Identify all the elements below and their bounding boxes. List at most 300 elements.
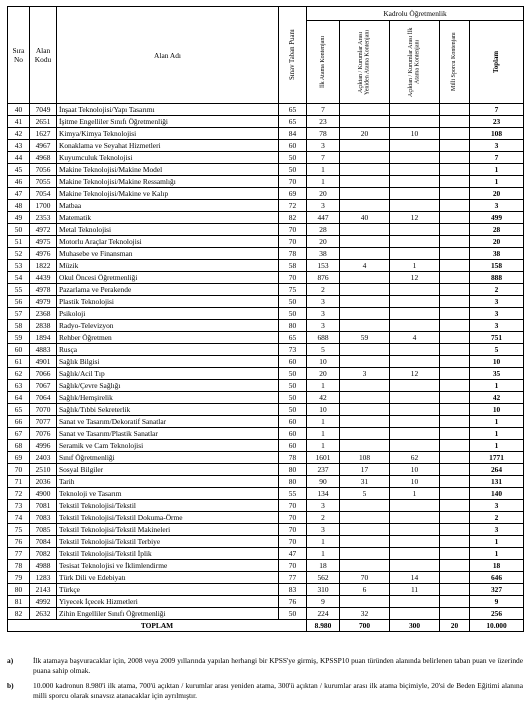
cell-milli-sporcu [440,104,470,116]
cell-milli-sporcu [440,188,470,200]
cell-ilk-atama: 2 [307,512,340,524]
table-row [8,428,524,440]
cell-taban-puan: 70 [279,224,307,236]
cell-aciktan [340,536,390,548]
cell-ilk-atama: 1 [307,380,340,392]
table-row [8,320,524,332]
cell-ilk-atama: 3 [307,320,340,332]
cell-toplam: 35 [470,368,524,380]
cell-sira-no: 65 [8,404,30,416]
cell-ilk-atama: 1 [307,536,340,548]
cell-milli-sporcu [440,440,470,452]
cell-ilk-atama: 78 [307,128,340,140]
cell-aciktan [340,524,390,536]
cell-taban-puan: 72 [279,200,307,212]
cell-aciktan [340,344,390,356]
cell-sira-no: 57 [8,308,30,320]
table-row [8,608,524,620]
cell-aciktan-ilk [390,608,440,620]
cell-sira-no: 62 [8,368,30,380]
cell-alan-kodu: 1283 [30,572,57,584]
cell-sira-no: 41 [8,116,30,128]
cell-alan-kodu: 4883 [30,344,57,356]
cell-alan-kodu: 2632 [30,608,57,620]
cell-taban-puan: 70 [279,560,307,572]
cell-toplam: 1 [470,176,524,188]
cell-alan-kodu: 4972 [30,224,57,236]
cell-toplam: 3 [470,140,524,152]
cell-ilk-atama: 1 [307,416,340,428]
cell-alan-adi: Sosyal Bilgiler [57,464,279,476]
cell-milli-sporcu [440,308,470,320]
cell-milli-sporcu [440,572,470,584]
cell-taban-puan: 82 [279,212,307,224]
cell-taban-puan: 50 [279,164,307,176]
cell-alan-adi: Plastik Teknolojisi [57,296,279,308]
cell-sira-no: 52 [8,248,30,260]
cell-ilk-atama: 1 [307,176,340,188]
cell-alan-adi: Sınıf Öğretmenliği [57,452,279,464]
table-row [8,584,524,596]
cell-aciktan [340,596,390,608]
cell-alan-adi: Sanat ve Tasarım/Plastik Sanatlar [57,428,279,440]
cell-milli-sporcu [440,200,470,212]
cell-milli-sporcu [440,176,470,188]
cell-ilk-atama: 23 [307,116,340,128]
cell-aciktan-ilk [390,224,440,236]
total-aciktan: 700 [340,620,390,632]
cell-toplam: 2 [470,284,524,296]
header-ilk-atama: İlk Atama Kontenjanı [307,21,340,104]
cell-taban-puan: 50 [279,296,307,308]
cell-alan-kodu: 7076 [30,428,57,440]
cell-taban-puan: 50 [279,608,307,620]
cell-ilk-atama: 20 [307,188,340,200]
cell-toplam: 888 [470,272,524,284]
cell-aciktan [340,548,390,560]
cell-sira-no: 58 [8,320,30,332]
cell-taban-puan: 69 [279,188,307,200]
cell-aciktan [340,512,390,524]
cell-sira-no: 61 [8,356,30,368]
cell-aciktan-ilk [390,500,440,512]
cell-taban-puan: 60 [279,428,307,440]
table-row [8,272,524,284]
table-row [8,476,524,488]
cell-milli-sporcu [440,548,470,560]
cell-alan-adi: Teknoloji ve Tasarım [57,488,279,500]
table-row [8,116,524,128]
table-row [8,332,524,344]
cell-sira-no: 50 [8,224,30,236]
footnotes [7,656,523,706]
header-aciktan-yeniden: Açıktan / Kurumlar Arası Yeniden Atama Kontenjanı [340,21,390,104]
cell-aciktan: 6 [340,584,390,596]
cell-milli-sporcu [440,428,470,440]
table-row [8,152,524,164]
cell-sira-no: 66 [8,416,30,428]
cell-aciktan [340,416,390,428]
cell-sira-no: 73 [8,500,30,512]
cell-ilk-atama: 3 [307,200,340,212]
cell-sira-no: 60 [8,344,30,356]
cell-alan-kodu: 4976 [30,248,57,260]
cell-toplam: 1771 [470,452,524,464]
cell-aciktan [340,428,390,440]
cell-sira-no: 77 [8,548,30,560]
cell-aciktan [340,356,390,368]
cell-aciktan [340,236,390,248]
cell-aciktan: 70 [340,572,390,584]
cell-alan-kodu: 2838 [30,320,57,332]
table-row [8,176,524,188]
cell-alan-adi: Tekstil Teknolojisi/Tekstil [57,500,279,512]
cell-aciktan [340,320,390,332]
cell-taban-puan: 70 [279,524,307,536]
cell-aciktan [340,560,390,572]
cell-toplam: 256 [470,608,524,620]
cell-alan-adi: Türkçe [57,584,279,596]
table-row [8,500,524,512]
cell-alan-adi: Türk Dili ve Edebiyatı [57,572,279,584]
cell-ilk-atama: 876 [307,272,340,284]
cell-milli-sporcu [440,560,470,572]
cell-aciktan-ilk: 12 [390,368,440,380]
cell-alan-kodu: 4996 [30,440,57,452]
cell-aciktan-ilk [390,404,440,416]
cell-aciktan: 40 [340,212,390,224]
cell-ilk-atama: 1 [307,440,340,452]
cell-sira-no: 49 [8,212,30,224]
table-row [8,248,524,260]
cell-toplam: 28 [470,224,524,236]
cell-taban-puan: 50 [279,404,307,416]
cell-milli-sporcu [440,488,470,500]
cell-taban-puan: 50 [279,152,307,164]
table-row [8,440,524,452]
cell-aciktan [340,188,390,200]
cell-ilk-atama: 38 [307,248,340,260]
cell-aciktan [340,176,390,188]
header-milli-sporcu: Milli Sporcu Kontenjanı [440,21,470,104]
cell-aciktan-ilk [390,188,440,200]
cell-aciktan-ilk [390,548,440,560]
cell-sira-no: 53 [8,260,30,272]
cell-aciktan-ilk [390,308,440,320]
table-row [8,560,524,572]
table-row [8,572,524,584]
cell-taban-puan: 78 [279,452,307,464]
footnote-marker: a) [7,656,14,665]
table-row [8,236,524,248]
cell-alan-adi: Tekstil Teknolojisi/Tekstil İplik [57,548,279,560]
cell-alan-kodu: 7067 [30,380,57,392]
cell-alan-kodu: 2368 [30,308,57,320]
cell-alan-adi: Tekstil Teknolojisi/Tekstil Terbiye [57,536,279,548]
cell-alan-adi: Konaklama ve Seyahat Hizmetleri [57,140,279,152]
cell-alan-adi: Matematik [57,212,279,224]
cell-taban-puan: 47 [279,548,307,560]
cell-taban-puan: 65 [279,332,307,344]
cell-taban-puan: 60 [279,140,307,152]
cell-aciktan-ilk [390,176,440,188]
cell-alan-kodu: 7054 [30,188,57,200]
cell-milli-sporcu [440,584,470,596]
cell-aciktan [340,104,390,116]
cell-ilk-atama: 224 [307,608,340,620]
cell-milli-sporcu [440,248,470,260]
cell-milli-sporcu [440,272,470,284]
cell-ilk-atama: 3 [307,140,340,152]
cell-sira-no: 70 [8,464,30,476]
cell-ilk-atama: 5 [307,344,340,356]
cell-toplam: 7 [470,152,524,164]
header-alan-adi: Alan Adı [57,7,279,104]
cell-alan-kodu: 2353 [30,212,57,224]
cell-toplam: 1 [470,380,524,392]
cell-aciktan-ilk: 62 [390,452,440,464]
table-row [8,548,524,560]
cell-aciktan-ilk: 10 [390,464,440,476]
cell-aciktan-ilk [390,140,440,152]
cell-milli-sporcu [440,500,470,512]
cell-alan-adi: Yiyecek İçecek Hizmetleri [57,596,279,608]
cell-alan-adi: Makine Teknolojisi/Makine ve Kalıp [57,188,279,200]
total-label: TOPLAM [8,620,307,632]
table-row [8,308,524,320]
cell-aciktan-ilk: 10 [390,128,440,140]
table-row [8,284,524,296]
cell-sira-no: 71 [8,476,30,488]
cell-taban-puan: 75 [279,284,307,296]
cell-sira-no: 54 [8,272,30,284]
cell-sira-no: 48 [8,200,30,212]
cell-milli-sporcu [440,512,470,524]
cell-toplam: 3 [470,296,524,308]
cell-alan-kodu: 1627 [30,128,57,140]
cell-taban-puan: 50 [279,368,307,380]
cell-ilk-atama: 1601 [307,452,340,464]
cell-aciktan [340,116,390,128]
table-row [8,416,524,428]
cell-ilk-atama: 18 [307,560,340,572]
cell-toplam: 264 [470,464,524,476]
table-row [8,596,524,608]
cell-alan-adi: Rusça [57,344,279,356]
cell-aciktan-ilk [390,320,440,332]
cell-aciktan-ilk [390,524,440,536]
cell-toplam: 1 [470,416,524,428]
cell-aciktan [340,152,390,164]
cell-milli-sporcu [440,524,470,536]
cell-aciktan-ilk [390,440,440,452]
cell-ilk-atama: 20 [307,236,340,248]
cell-sira-no: 64 [8,392,30,404]
cell-sira-no: 42 [8,128,30,140]
cell-alan-kodu: 7082 [30,548,57,560]
total-row [8,620,524,632]
table-row [8,104,524,116]
header-alan-kodu: Alan Kodu [30,7,57,104]
cell-toplam: 327 [470,584,524,596]
cell-ilk-atama: 562 [307,572,340,584]
cell-sira-no: 68 [8,440,30,452]
cell-milli-sporcu [440,608,470,620]
cell-sira-no: 46 [8,176,30,188]
cell-alan-kodu: 4967 [30,140,57,152]
cell-taban-puan: 65 [279,116,307,128]
table-row [8,368,524,380]
cell-ilk-atama: 28 [307,224,340,236]
cell-aciktan: 59 [340,332,390,344]
cell-toplam: 42 [470,392,524,404]
cell-aciktan [340,440,390,452]
cell-aciktan: 32 [340,608,390,620]
cell-ilk-atama: 153 [307,260,340,272]
cell-aciktan: 17 [340,464,390,476]
cell-alan-kodu: 7084 [30,536,57,548]
cell-ilk-atama: 3 [307,296,340,308]
cell-aciktan [340,380,390,392]
cell-sira-no: 82 [8,608,30,620]
cell-alan-kodu: 4900 [30,488,57,500]
cell-milli-sporcu [440,116,470,128]
cell-aciktan-ilk: 12 [390,212,440,224]
cell-aciktan-ilk: 1 [390,260,440,272]
cell-sira-no: 76 [8,536,30,548]
cell-toplam: 3 [470,200,524,212]
cell-sira-no: 78 [8,560,30,572]
cell-alan-adi: Tekstil Teknolojisi/Tekstil Dokuma-Örme [57,512,279,524]
cell-sira-no: 79 [8,572,30,584]
cell-aciktan-ilk [390,536,440,548]
cell-milli-sporcu [440,452,470,464]
cell-aciktan [340,164,390,176]
cell-aciktan [340,308,390,320]
cell-alan-adi: Makine Teknolojisi/Makine Model [57,164,279,176]
cell-milli-sporcu [440,596,470,608]
cell-toplam: 1 [470,548,524,560]
cell-alan-adi: Metal Teknolojisi [57,224,279,236]
cell-sira-no: 40 [8,104,30,116]
cell-alan-kodu: 4988 [30,560,57,572]
cell-alan-kodu: 7077 [30,416,57,428]
header-aciktan-ilk: Açıktan / Kurumlar Arası İlk Atama Kontenjanı [390,21,440,104]
cell-sira-no: 55 [8,284,30,296]
cell-milli-sporcu [440,224,470,236]
header-sinav-taban-puani: Sınav Taban Puanı [279,7,307,104]
cell-alan-adi: Sağlık/Çevre Sağlığı [57,380,279,392]
table-row [8,224,524,236]
cell-toplam: 751 [470,332,524,344]
table-row [8,512,524,524]
cell-aciktan-ilk [390,296,440,308]
cell-milli-sporcu [440,164,470,176]
cell-toplam: 499 [470,212,524,224]
cell-ilk-atama: 7 [307,104,340,116]
cell-aciktan: 20 [340,128,390,140]
cell-alan-adi: Zihin Engelliler Sınıfı Öğretmenliği [57,608,279,620]
cell-milli-sporcu [440,368,470,380]
table-row [8,488,524,500]
cell-alan-adi: Okul Öncesi Öğretmenliği [57,272,279,284]
cell-sira-no: 43 [8,140,30,152]
cell-toplam: 646 [470,572,524,584]
cell-ilk-atama: 447 [307,212,340,224]
cell-alan-kodu: 4992 [30,596,57,608]
cell-taban-puan: 50 [279,308,307,320]
table-row [8,140,524,152]
cell-milli-sporcu [440,140,470,152]
cell-toplam: 1 [470,428,524,440]
cell-toplam: 108 [470,128,524,140]
cell-aciktan-ilk [390,596,440,608]
cell-taban-puan: 70 [279,512,307,524]
cell-ilk-atama: 237 [307,464,340,476]
cell-ilk-atama: 1 [307,164,340,176]
cell-toplam: 1 [470,536,524,548]
cell-alan-adi: Tarih [57,476,279,488]
cell-sira-no: 81 [8,596,30,608]
cell-alan-kodu: 1894 [30,332,57,344]
cell-aciktan-ilk [390,392,440,404]
cell-toplam: 3 [470,320,524,332]
cell-milli-sporcu [440,356,470,368]
cell-ilk-atama: 688 [307,332,340,344]
cell-aciktan-ilk [390,248,440,260]
cell-aciktan [340,272,390,284]
cell-aciktan-ilk [390,164,440,176]
cell-toplam: 7 [470,104,524,116]
cell-sira-no: 74 [8,512,30,524]
cell-aciktan-ilk: 10 [390,476,440,488]
cell-alan-adi: Motorlu Araçlar Teknolojisi [57,236,279,248]
table-row [8,260,524,272]
cell-toplam: 3 [470,500,524,512]
cell-taban-puan: 76 [279,596,307,608]
cell-toplam: 20 [470,188,524,200]
cell-taban-puan: 73 [279,344,307,356]
cell-ilk-atama: 10 [307,404,340,416]
cell-alan-adi: Sağlık/Tıbbi Sekreterlik [57,404,279,416]
table-row [8,188,524,200]
total-ilk-atama: 8.980 [307,620,340,632]
cell-toplam: 20 [470,236,524,248]
cell-sira-no: 75 [8,524,30,536]
cell-aciktan: 5 [340,488,390,500]
cell-toplam: 131 [470,476,524,488]
cell-taban-puan: 78 [279,248,307,260]
cell-alan-kodu: 7066 [30,368,57,380]
cell-aciktan [340,500,390,512]
cell-ilk-atama: 3 [307,500,340,512]
cell-aciktan [340,248,390,260]
cell-aciktan [340,140,390,152]
cell-ilk-atama: 3 [307,524,340,536]
cell-alan-adi: Tekstil Teknolojisi/Tekstil Makineleri [57,524,279,536]
cell-aciktan-ilk [390,428,440,440]
cell-toplam: 38 [470,248,524,260]
cell-alan-kodu: 2036 [30,476,57,488]
cell-milli-sporcu [440,152,470,164]
cell-alan-kodu: 2143 [30,584,57,596]
cell-taban-puan: 83 [279,584,307,596]
table-row [8,452,524,464]
cell-aciktan-ilk [390,344,440,356]
cell-milli-sporcu [440,260,470,272]
cell-alan-adi: Matbaa [57,200,279,212]
cell-aciktan-ilk [390,560,440,572]
